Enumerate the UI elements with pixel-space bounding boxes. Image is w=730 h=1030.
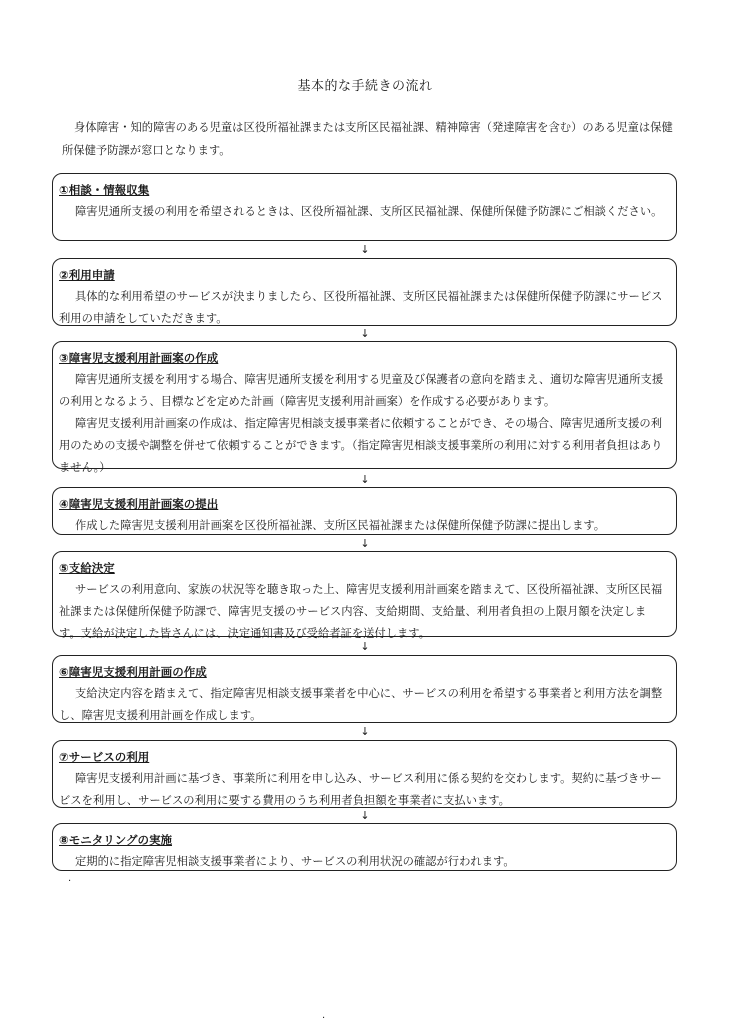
flow-arrow: ↓ <box>360 327 370 340</box>
step-body: 作成した障害児支援利用計画案を区役所福祉課、支所区民福祉課または保健所保健予防課に提出します。 <box>75 519 606 532</box>
step-body: サービスの利用意向、家族の状況等を聴き取った上、障害児支援利用計画案を踏まえて、区役所福祉課、支所区民福祉課または保健所保健予防課で、障害児支援のサービス内容、支給期間、支給量、利用者負担の上限月額を決定します。支給が決定した皆さんには、決定通知書及び受給者証を送付します。 <box>59 583 663 640</box>
step-heading: ④障害児支援利用計画案の提出 <box>59 497 219 511</box>
scan-speck: · <box>68 876 72 887</box>
step-application <box>52 258 677 326</box>
scan-speck: · <box>322 1013 326 1024</box>
flow-arrow: ↓ <box>360 537 370 550</box>
step-body: 障害児通所支援の利用を希望されるときは、区役所福祉課、支所区民福祉課、保健所保健予防課にご相談ください。 <box>75 205 663 218</box>
step-heading: ⑤支給決定 <box>59 561 115 575</box>
step-consultation <box>52 173 677 241</box>
page-title: 基本的な手続きの流れ <box>297 79 433 94</box>
step-heading: ③障害児支援利用計画案の作成 <box>59 351 219 365</box>
step-payment-decision <box>52 551 677 640</box>
step-service-use <box>52 740 677 808</box>
step-body: 具体的な利用希望のサービスが決まりましたら、区役所福祉課、支所区民福祉課または保健所保健予防課にサービス利用の申請をしていただきます。 <box>59 290 663 325</box>
step-plan-creation <box>52 655 677 723</box>
step-heading: ⑥障害児支援利用計画の作成 <box>59 665 207 679</box>
step-body: 支給決定内容を踏まえて、指定障害児相談支援事業者を中心に、サービスの利用を希望する事業者と利用方法を調整し、障害児支援利用計画を作成します。 <box>59 687 663 722</box>
step-body: 障害児通所支援を利用する場合、障害児通所支援を利用する児童及び保護者の意向を踏まえ、適切な障害児通所支援の利用となるよう、目標などを定めた計画（障害児支援利用計画案）を作成する必要があります。 <box>59 373 664 408</box>
step-plan-submission <box>52 487 677 535</box>
flow-arrow: ↓ <box>360 243 370 256</box>
flow-arrow: ↓ <box>360 725 370 738</box>
flow-arrow: ↓ <box>360 809 370 822</box>
intro-paragraph: 身体障害・知的障害のある児童は区役所福祉課または支所区民福祉課、精神障害（発達障害を含む）のある児童は保健所保健予防課が窓口となります。 <box>62 121 673 157</box>
flow-arrow: ↓ <box>360 640 370 653</box>
step-body: 障害児支援利用計画案の作成は、指定障害児相談支援事業者に依頼することができ、その場合、障害児通所支援の利用のための支援や調整を併せて依頼することができます。（指定障害児相談支援事業所の利用に対する利用者負担はありません。） <box>59 417 663 474</box>
step-heading: ⑦サービスの利用 <box>59 750 150 764</box>
step-heading: ⑧モニタリングの実施 <box>59 833 173 847</box>
flow-arrow: ↓ <box>360 473 370 486</box>
step-heading: ②利用申請 <box>59 268 115 282</box>
step-monitoring <box>52 823 677 871</box>
step-body: 定期的に指定障害児相談支援事業者により、サービスの利用状況の確認が行われます。 <box>75 855 515 868</box>
step-body: 障害児支援利用計画に基づき、事業所に利用を申し込み、サービス利用に係る契約を交わします。契約に基づきサービスを利用し、サービスの利用に要する費用のうち利用者負担額を事業者に支払います。 <box>59 772 662 807</box>
step-plan-draft <box>52 341 677 474</box>
step-heading: ①相談・情報収集 <box>59 183 150 197</box>
